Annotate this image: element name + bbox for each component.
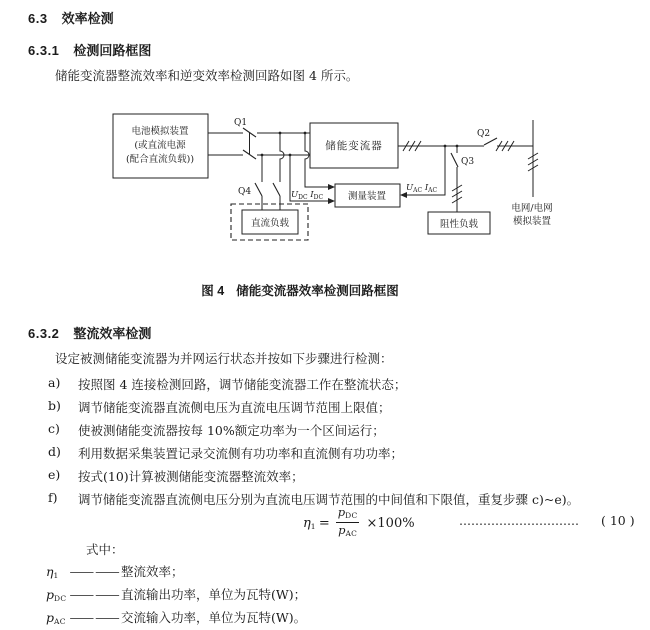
symbol-dash: —— bbox=[69, 564, 121, 579]
step-d bbox=[48, 444, 403, 462]
resistive-branch bbox=[451, 146, 462, 212]
symbol-row-pac bbox=[46, 608, 306, 626]
converter-label: 储能变流器 bbox=[325, 140, 383, 152]
three-phase-marks-2 bbox=[496, 141, 514, 151]
step-e bbox=[48, 467, 304, 485]
heading-number: 6.3.2 bbox=[28, 326, 60, 341]
equation-number: ( 10 ) bbox=[601, 513, 635, 528]
switch-q1-label: Q1 bbox=[234, 118, 248, 128]
fraction-numerator: $p_{DC}$ bbox=[337, 505, 358, 520]
equation-rhs: ×100% bbox=[366, 515, 415, 531]
battery-label-1: 电池模拟装置 bbox=[131, 126, 189, 137]
step-marker: b) bbox=[48, 398, 61, 413]
where-label: 式中： bbox=[86, 542, 124, 557]
symbol-dash: —— bbox=[69, 610, 121, 625]
dc-load-branch bbox=[255, 133, 284, 210]
equation-lhs: $\eta_1$ bbox=[303, 515, 316, 531]
switch-q2-label: Q2 bbox=[477, 129, 491, 139]
step-a bbox=[48, 375, 406, 393]
grid-label-1: 电网/电网 bbox=[511, 203, 553, 214]
symbol: $\eta_1$ bbox=[46, 564, 59, 580]
symbol-definition: 直流输出功率，单位为瓦特(W)； bbox=[121, 587, 307, 602]
equation-fraction bbox=[336, 506, 360, 540]
symbol: $p_{DC}$ bbox=[46, 587, 67, 603]
paragraph-intro-632: 设定被测储能变流器为并网运行状态并按如下步骤进行检测： bbox=[55, 351, 393, 366]
heading-title: 整流效率检测 bbox=[73, 326, 152, 341]
step-marker: a) bbox=[48, 375, 61, 390]
battery-label-3: (配合直流负载)) bbox=[125, 154, 195, 165]
step-c bbox=[48, 421, 385, 439]
symbol-definition: 交流输入功率，单位为瓦特(W)。 bbox=[121, 610, 307, 625]
heading-title: 效率检测 bbox=[61, 11, 114, 26]
udc-idc-label: $U_{DC}$ $I_{DC}$ bbox=[291, 190, 324, 201]
resistive-load-label: 阻性负载 bbox=[439, 219, 479, 230]
dc-load-label: 直流负载 bbox=[250, 218, 290, 229]
symbol-dash: —— bbox=[69, 587, 121, 602]
figure-title: 储能变流器效率检测回路框图 bbox=[236, 284, 399, 298]
switch-q1 bbox=[243, 128, 256, 159]
step-text: 使被测储能变流器按每 10%额定功率为一个区间运行； bbox=[78, 423, 385, 438]
heading-6-3-2 bbox=[28, 323, 151, 342]
step-marker: c) bbox=[48, 421, 60, 436]
heading-6-3 bbox=[28, 8, 114, 27]
grid-label-2: 模拟装置 bbox=[512, 216, 552, 227]
step-marker: f) bbox=[48, 490, 58, 505]
equation-leader-dots: ………………………… bbox=[459, 514, 579, 528]
figure-diagram bbox=[0, 100, 650, 276]
heading-title: 检测回路框图 bbox=[73, 43, 152, 58]
heading-number: 6.3 bbox=[28, 11, 48, 26]
grid-bus bbox=[528, 120, 538, 197]
symbol-row-pdc bbox=[46, 585, 306, 603]
switch-q4-label: Q4 bbox=[238, 187, 252, 197]
dc-wires bbox=[208, 133, 310, 155]
heading-number: 6.3.1 bbox=[28, 43, 60, 58]
equation-10 bbox=[303, 506, 415, 540]
step-text: 调节储能变流器直流侧电压分别为直流电压调节范围的中间值和下限值，重复步骤 c)~e)。 bbox=[78, 492, 580, 507]
step-marker: e) bbox=[48, 467, 61, 482]
step-marker: d) bbox=[48, 444, 61, 459]
symbol-definition: 整流效率； bbox=[121, 564, 184, 579]
fraction-denominator: $p_{AC}$ bbox=[338, 523, 358, 538]
battery-label-2: (或直流电源 bbox=[134, 140, 186, 151]
step-text: 调节储能变流器直流侧电压为直流电压调节范围上限值； bbox=[78, 400, 391, 415]
uac-iac-label: $U_{AC}$ $I_{AC}$ bbox=[406, 183, 438, 194]
switch-q3-label: Q3 bbox=[461, 157, 475, 167]
figure-number: 图 4 bbox=[201, 284, 225, 298]
symbol-row-eta bbox=[46, 562, 184, 580]
step-text: 按照图 4 连接检测回路，调节储能变流器工作在整流状态； bbox=[78, 377, 407, 392]
heading-6-3-1 bbox=[28, 40, 151, 59]
step-text: 按式(10)计算被测储能变流器整流效率； bbox=[78, 469, 304, 484]
symbol: $p_{AC}$ bbox=[46, 610, 66, 626]
step-text: 利用数据采集装置记录交流侧有功功率和直流侧有功功率； bbox=[78, 446, 404, 461]
step-b bbox=[48, 398, 391, 416]
measurement-label: 测量装置 bbox=[347, 191, 387, 202]
paragraph-intro-631: 储能变流器整流效率和逆变效率检测回路如图 4 所示。 bbox=[55, 68, 359, 83]
three-phase-marks-1 bbox=[403, 141, 421, 151]
figure-caption bbox=[0, 281, 600, 299]
equals-sign: = bbox=[318, 515, 330, 531]
